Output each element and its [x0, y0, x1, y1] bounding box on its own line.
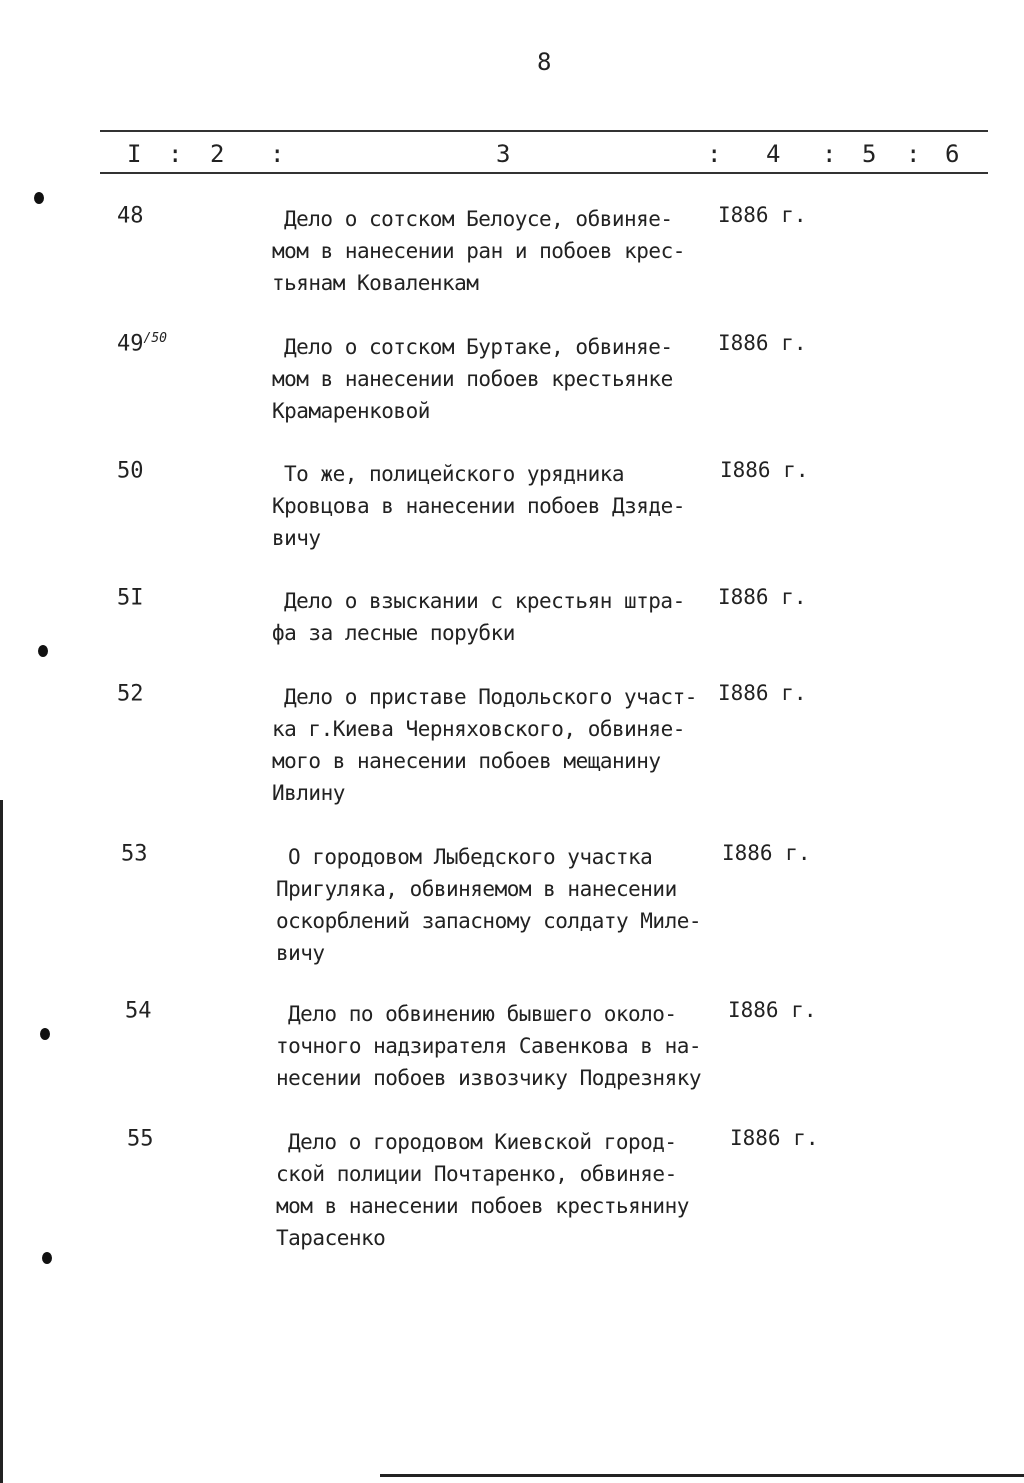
description-line: Ивлину [272, 781, 345, 805]
item-number [125, 998, 152, 1023]
item-number-text: 55 [127, 1126, 154, 1152]
header-top-rule [100, 130, 988, 132]
item-number [117, 585, 144, 610]
col-1: I [127, 140, 142, 168]
description-line: мом в нанесении побоев крестьянке [272, 367, 673, 391]
item-year: I886 г. [718, 331, 807, 355]
punch-hole [34, 192, 44, 204]
item-number-text: 5I [117, 585, 144, 611]
item-number-text: 48 [117, 203, 144, 229]
description-line: Дело о приставе Подольского участ- [284, 685, 697, 709]
sep: : [707, 140, 722, 168]
description-line: Пригуляка, обвиняемом в нанесении [276, 877, 677, 901]
item-number [117, 331, 167, 356]
header-bottom-rule [100, 172, 988, 174]
item-description [272, 203, 722, 299]
item-year: I886 г. [720, 458, 809, 482]
item-number [127, 1126, 154, 1151]
item-description [272, 331, 722, 427]
description-line: вичу [276, 941, 325, 965]
sep: : [906, 140, 921, 168]
col-2: 2 [210, 140, 225, 168]
item-year: I886 г. [718, 585, 807, 609]
description-line: Дело о городовом Киевской город- [288, 1130, 677, 1154]
punch-hole [42, 1252, 52, 1264]
item-number [121, 841, 148, 866]
description-line: мом в нанесении побоев крестьянину [276, 1194, 689, 1218]
item-year: I886 г. [718, 203, 807, 227]
item-description [276, 1126, 726, 1254]
handwritten-correction: /50 [143, 331, 167, 346]
scan-edge-bottom [380, 1474, 1024, 1477]
description-line: несении побоев извозчику Подрезняку [276, 1066, 702, 1090]
item-number-text: 49 [117, 331, 144, 357]
page-number: 8 [537, 48, 552, 76]
item-number-text: 53 [121, 841, 148, 867]
description-line: ка г.Киева Черняховского, обвиняе- [272, 717, 685, 741]
item-number [117, 458, 144, 483]
description-line: Дело о сотском Буртаке, обвиняе- [284, 335, 673, 359]
col-3: 3 [496, 140, 511, 168]
description-line: тьянам Коваленкам [272, 271, 479, 295]
col-5: 5 [862, 140, 877, 168]
col-4: 4 [766, 140, 781, 168]
description-line: О городовом Лыбедского участка [288, 845, 653, 869]
punch-hole [40, 1028, 50, 1040]
sep: : [168, 140, 183, 168]
description-line: точного надзирателя Савенкова в на- [276, 1034, 702, 1058]
description-line: ской полиции Почтаренко, обвиняе- [276, 1162, 677, 1186]
description-line: Крамаренковой [272, 399, 430, 423]
item-number-text: 54 [125, 998, 152, 1024]
col-6: 6 [945, 140, 960, 168]
description-line: фа за лесные порубки [272, 621, 515, 645]
description-line: Дело о сотском Белоусе, обвиняе- [284, 207, 673, 231]
item-description [276, 841, 726, 969]
description-line: мом в нанесении ран и побоев крес- [272, 239, 685, 263]
sep: : [822, 140, 837, 168]
punch-hole [38, 645, 48, 657]
item-number-text: 52 [117, 681, 144, 707]
item-description [272, 585, 722, 649]
scan-edge [0, 800, 3, 1483]
item-number-text: 50 [117, 458, 144, 484]
item-year: I886 г. [722, 841, 811, 865]
item-description [276, 998, 726, 1094]
description-line: Тарасенко [276, 1226, 386, 1250]
sep: : [270, 140, 285, 168]
description-line: Дело о взыскании с крестьян штра- [284, 589, 685, 613]
description-line: мого в нанесении побоев мещанину [272, 749, 661, 773]
item-year: I886 г. [730, 1126, 819, 1150]
item-number [117, 203, 144, 228]
description-line: Кровцова в нанесении побоев Дзяде- [272, 494, 685, 518]
item-year: I886 г. [728, 998, 817, 1022]
item-year: I886 г. [718, 681, 807, 705]
description-line: оскорблений запасному солдату Миле- [276, 909, 702, 933]
item-number [117, 681, 144, 706]
description-line: вичу [272, 526, 321, 550]
description-line: Дело по обвинению бывшего около- [288, 1002, 677, 1026]
item-description [272, 458, 722, 554]
item-description [272, 681, 722, 809]
description-line: То же, полицейского урядника [284, 462, 625, 486]
